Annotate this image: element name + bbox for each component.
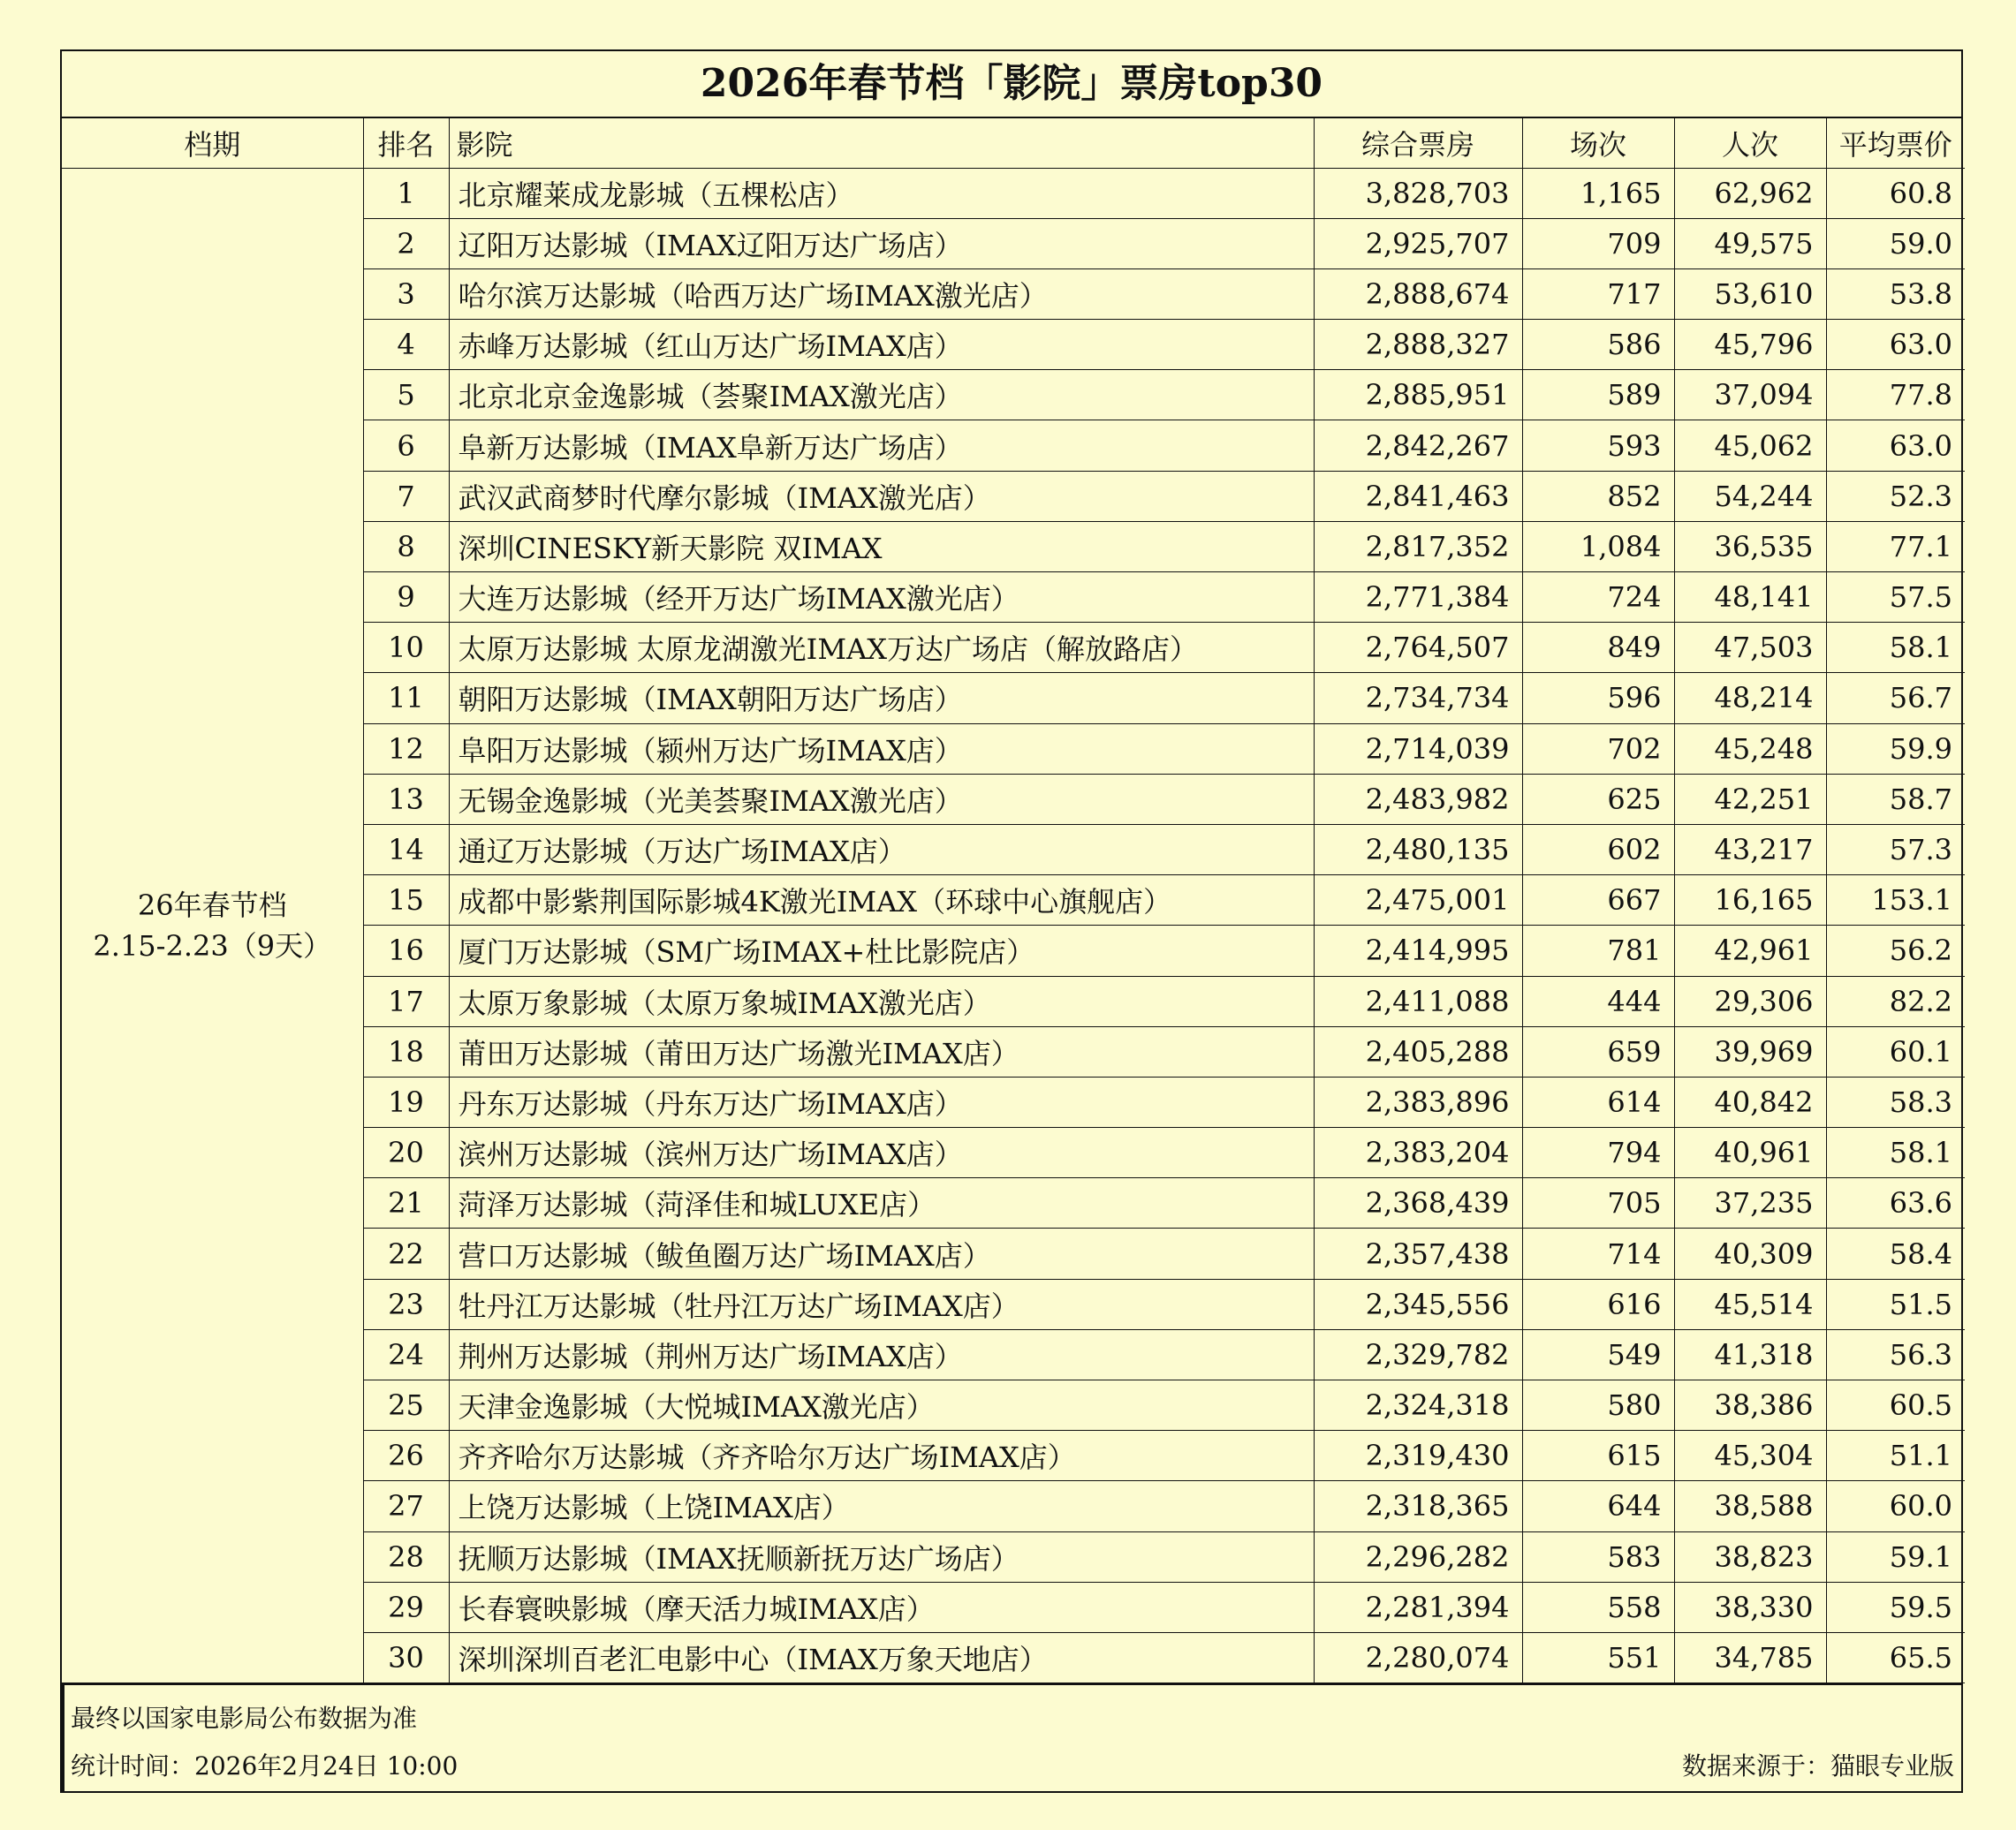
cinema-ranking-table xyxy=(62,118,1965,1683)
attendance-cell: 45,514 xyxy=(1674,1279,1826,1329)
box-office-cell: 2,888,327 xyxy=(1314,320,1522,370)
rank-cell: 10 xyxy=(363,623,449,673)
avg-price-cell: 58.7 xyxy=(1826,774,1965,824)
rank-cell: 2 xyxy=(363,218,449,268)
attendance-cell: 41,318 xyxy=(1674,1329,1826,1380)
box-office-cell: 2,734,734 xyxy=(1314,673,1522,723)
cinema-name-cell: 莆田万达影城（莆田万达广场激光IMAX店） xyxy=(449,1026,1314,1077)
cinema-name-cell: 深圳CINESKY新天影院 双IMAX xyxy=(449,521,1314,571)
rank-cell: 4 xyxy=(363,320,449,370)
box-office-cell: 2,383,204 xyxy=(1314,1128,1522,1178)
cinema-name-cell: 辽阳万达影城（IMAX辽阳万达广场店） xyxy=(449,218,1314,268)
sessions-cell: 717 xyxy=(1522,268,1674,319)
attendance-cell: 48,214 xyxy=(1674,673,1826,723)
box-office-cell: 2,345,556 xyxy=(1314,1279,1522,1329)
attendance-cell: 45,304 xyxy=(1674,1431,1826,1481)
avg-price-cell: 57.5 xyxy=(1826,572,1965,623)
box-office-cell: 2,764,507 xyxy=(1314,623,1522,673)
period-dates: 2.15-2.23（9天） xyxy=(93,928,332,963)
box-office-cell: 2,925,707 xyxy=(1314,218,1522,268)
attendance-cell: 39,969 xyxy=(1674,1026,1826,1077)
box-office-cell: 2,368,439 xyxy=(1314,1178,1522,1229)
rank-cell: 5 xyxy=(363,370,449,420)
sessions-cell: 709 xyxy=(1522,218,1674,268)
sessions-cell: 852 xyxy=(1522,471,1674,521)
table-title: 2026年春节档「影院」票房top30 xyxy=(62,51,1961,118)
attendance-cell: 38,386 xyxy=(1674,1380,1826,1431)
rank-cell: 25 xyxy=(363,1380,449,1431)
cinema-name-cell: 太原万达影城 太原龙湖激光IMAX万达广场店（解放路店） xyxy=(449,623,1314,673)
attendance-cell: 16,165 xyxy=(1674,875,1826,926)
box-office-cell: 2,324,318 xyxy=(1314,1380,1522,1431)
box-office-cell: 2,357,438 xyxy=(1314,1229,1522,1279)
rank-cell: 28 xyxy=(363,1531,449,1582)
header-attendance: 人次 xyxy=(1674,118,1826,168)
rank-cell: 13 xyxy=(363,774,449,824)
cinema-name-cell: 朝阳万达影城（IMAX朝阳万达广场店） xyxy=(449,673,1314,723)
footer-left-rule xyxy=(62,1683,64,1791)
sessions-cell: 714 xyxy=(1522,1229,1674,1279)
sessions-cell: 444 xyxy=(1522,976,1674,1026)
sessions-cell: 667 xyxy=(1522,875,1674,926)
box-office-cell: 2,885,951 xyxy=(1314,370,1522,420)
cinema-name-cell: 北京耀莱成龙影城（五棵松店） xyxy=(449,168,1314,218)
box-office-cell: 2,319,430 xyxy=(1314,1431,1522,1481)
rank-cell: 7 xyxy=(363,471,449,521)
avg-price-cell: 56.7 xyxy=(1826,673,1965,723)
attendance-cell: 37,094 xyxy=(1674,370,1826,420)
rank-cell: 14 xyxy=(363,824,449,874)
cinema-name-cell: 长春寰映影城（摩天活力城IMAX店） xyxy=(449,1582,1314,1632)
rank-cell: 3 xyxy=(363,268,449,319)
header-row xyxy=(62,118,1965,168)
rank-cell: 8 xyxy=(363,521,449,571)
cinema-name-cell: 大连万达影城（经开万达广场IMAX激光店） xyxy=(449,572,1314,623)
footer-stat-time: 统计时间：2026年2月24日 10:00 xyxy=(71,1751,459,1781)
rank-cell: 1 xyxy=(363,168,449,218)
box-office-cell: 2,771,384 xyxy=(1314,572,1522,623)
cinema-name-cell: 阜阳万达影城（颍州万达广场IMAX店） xyxy=(449,723,1314,774)
table-row xyxy=(62,168,1965,218)
header-box-office: 综合票房 xyxy=(1314,118,1522,168)
box-office-cell: 2,414,995 xyxy=(1314,926,1522,976)
cinema-name-cell: 营口万达影城（鲅鱼圈万达广场IMAX店） xyxy=(449,1229,1314,1279)
box-office-cell: 2,296,282 xyxy=(1314,1531,1522,1582)
sessions-cell: 583 xyxy=(1522,1531,1674,1582)
footer-note: 最终以国家电影局公布数据为准 xyxy=(71,1704,418,1734)
sessions-cell: 625 xyxy=(1522,774,1674,824)
cinema-name-cell: 武汉武商梦时代摩尔影城（IMAX激光店） xyxy=(449,471,1314,521)
avg-price-cell: 57.3 xyxy=(1826,824,1965,874)
avg-price-cell: 58.4 xyxy=(1826,1229,1965,1279)
rank-cell: 22 xyxy=(363,1229,449,1279)
cinema-name-cell: 北京北京金逸影城（荟聚IMAX激光店） xyxy=(449,370,1314,420)
header-rank: 排名 xyxy=(363,118,449,168)
box-office-cell: 2,281,394 xyxy=(1314,1582,1522,1632)
sessions-cell: 705 xyxy=(1522,1178,1674,1229)
avg-price-cell: 60.5 xyxy=(1826,1380,1965,1431)
cinema-name-cell: 深圳深圳百老汇电影中心（IMAX万象天地店） xyxy=(449,1632,1314,1683)
sessions-cell: 849 xyxy=(1522,623,1674,673)
rank-cell: 6 xyxy=(363,420,449,471)
box-office-cell: 2,817,352 xyxy=(1314,521,1522,571)
attendance-cell: 40,842 xyxy=(1674,1077,1826,1127)
period-cell xyxy=(62,168,363,1683)
sessions-cell: 614 xyxy=(1522,1077,1674,1127)
avg-price-cell: 59.5 xyxy=(1826,1582,1965,1632)
table-body xyxy=(62,168,1965,1683)
box-office-cell: 2,842,267 xyxy=(1314,420,1522,471)
avg-price-cell: 63.0 xyxy=(1826,420,1965,471)
cinema-name-cell: 成都中影紫荆国际影城4K激光IMAX（环球中心旗舰店） xyxy=(449,875,1314,926)
sessions-cell: 586 xyxy=(1522,320,1674,370)
cinema-name-cell: 通辽万达影城（万达广场IMAX店） xyxy=(449,824,1314,874)
cinema-name-cell: 阜新万达影城（IMAX阜新万达广场店） xyxy=(449,420,1314,471)
rank-cell: 23 xyxy=(363,1279,449,1329)
attendance-cell: 49,575 xyxy=(1674,218,1826,268)
sessions-cell: 549 xyxy=(1522,1329,1674,1380)
box-office-cell: 2,475,001 xyxy=(1314,875,1522,926)
attendance-cell: 48,141 xyxy=(1674,572,1826,623)
avg-price-cell: 51.1 xyxy=(1826,1431,1965,1481)
rank-cell: 16 xyxy=(363,926,449,976)
sessions-cell: 724 xyxy=(1522,572,1674,623)
avg-price-cell: 53.8 xyxy=(1826,268,1965,319)
avg-price-cell: 63.6 xyxy=(1826,1178,1965,1229)
attendance-cell: 40,309 xyxy=(1674,1229,1826,1279)
rank-cell: 29 xyxy=(363,1582,449,1632)
table-footer xyxy=(62,1683,1961,1791)
cinema-name-cell: 菏泽万达影城（菏泽佳和城LUXE店） xyxy=(449,1178,1314,1229)
box-office-cell: 2,405,288 xyxy=(1314,1026,1522,1077)
attendance-cell: 42,251 xyxy=(1674,774,1826,824)
attendance-cell: 40,961 xyxy=(1674,1128,1826,1178)
sessions-cell: 781 xyxy=(1522,926,1674,976)
box-office-table-sheet xyxy=(60,49,1963,1793)
attendance-cell: 36,535 xyxy=(1674,521,1826,571)
sessions-cell: 616 xyxy=(1522,1279,1674,1329)
sessions-cell: 602 xyxy=(1522,824,1674,874)
cinema-name-cell: 牡丹江万达影城（牡丹江万达广场IMAX店） xyxy=(449,1279,1314,1329)
box-office-cell: 2,480,135 xyxy=(1314,824,1522,874)
cinema-name-cell: 滨州万达影城（滨州万达广场IMAX店） xyxy=(449,1128,1314,1178)
attendance-cell: 54,244 xyxy=(1674,471,1826,521)
avg-price-cell: 58.1 xyxy=(1826,623,1965,673)
avg-price-cell: 60.0 xyxy=(1826,1481,1965,1531)
cinema-name-cell: 赤峰万达影城（红山万达广场IMAX店） xyxy=(449,320,1314,370)
attendance-cell: 38,823 xyxy=(1674,1531,1826,1582)
rank-cell: 17 xyxy=(363,976,449,1026)
box-office-cell: 2,888,674 xyxy=(1314,268,1522,319)
rank-cell: 11 xyxy=(363,673,449,723)
rank-cell: 24 xyxy=(363,1329,449,1380)
attendance-cell: 34,785 xyxy=(1674,1632,1826,1683)
sessions-cell: 1,084 xyxy=(1522,521,1674,571)
cinema-name-cell: 厦门万达影城（SM广场IMAX+杜比影院店） xyxy=(449,926,1314,976)
box-office-cell: 3,828,703 xyxy=(1314,168,1522,218)
cinema-name-cell: 哈尔滨万达影城（哈西万达广场IMAX激光店） xyxy=(449,268,1314,319)
attendance-cell: 38,588 xyxy=(1674,1481,1826,1531)
sessions-cell: 644 xyxy=(1522,1481,1674,1531)
sessions-cell: 615 xyxy=(1522,1431,1674,1481)
rank-cell: 15 xyxy=(363,875,449,926)
box-office-cell: 2,329,782 xyxy=(1314,1329,1522,1380)
header-period: 档期 xyxy=(62,118,363,168)
avg-price-cell: 56.2 xyxy=(1826,926,1965,976)
cinema-name-cell: 无锡金逸影城（光美荟聚IMAX激光店） xyxy=(449,774,1314,824)
sessions-cell: 596 xyxy=(1522,673,1674,723)
sessions-cell: 794 xyxy=(1522,1128,1674,1178)
attendance-cell: 42,961 xyxy=(1674,926,1826,976)
rank-cell: 20 xyxy=(363,1128,449,1178)
cinema-name-cell: 抚顺万达影城（IMAX抚顺新抚万达广场店） xyxy=(449,1531,1314,1582)
avg-price-cell: 58.1 xyxy=(1826,1128,1965,1178)
box-office-cell: 2,280,074 xyxy=(1314,1632,1522,1683)
sessions-cell: 551 xyxy=(1522,1632,1674,1683)
attendance-cell: 53,610 xyxy=(1674,268,1826,319)
sessions-cell: 1,165 xyxy=(1522,168,1674,218)
box-office-cell: 2,714,039 xyxy=(1314,723,1522,774)
avg-price-cell: 82.2 xyxy=(1826,976,1965,1026)
rank-cell: 12 xyxy=(363,723,449,774)
avg-price-cell: 59.1 xyxy=(1826,1531,1965,1582)
cinema-name-cell: 上饶万达影城（上饶IMAX店） xyxy=(449,1481,1314,1531)
avg-price-cell: 59.9 xyxy=(1826,723,1965,774)
sessions-cell: 659 xyxy=(1522,1026,1674,1077)
header-cinema: 影院 xyxy=(449,118,1314,168)
cinema-name-cell: 天津金逸影城（大悦城IMAX激光店） xyxy=(449,1380,1314,1431)
avg-price-cell: 59.0 xyxy=(1826,218,1965,268)
period-label: 26年春节档 xyxy=(137,888,287,922)
box-office-cell: 2,411,088 xyxy=(1314,976,1522,1026)
attendance-cell: 38,330 xyxy=(1674,1582,1826,1632)
avg-price-cell: 65.5 xyxy=(1826,1632,1965,1683)
cinema-name-cell: 荆州万达影城（荆州万达广场IMAX店） xyxy=(449,1329,1314,1380)
avg-price-cell: 52.3 xyxy=(1826,471,1965,521)
rank-cell: 9 xyxy=(363,572,449,623)
avg-price-cell: 56.3 xyxy=(1826,1329,1965,1380)
box-office-cell: 2,483,982 xyxy=(1314,774,1522,824)
cinema-name-cell: 齐齐哈尔万达影城（齐齐哈尔万达广场IMAX店） xyxy=(449,1431,1314,1481)
avg-price-cell: 58.3 xyxy=(1826,1077,1965,1127)
attendance-cell: 37,235 xyxy=(1674,1178,1826,1229)
box-office-cell: 2,318,365 xyxy=(1314,1481,1522,1531)
attendance-cell: 62,962 xyxy=(1674,168,1826,218)
avg-price-cell: 60.8 xyxy=(1826,168,1965,218)
avg-price-cell: 51.5 xyxy=(1826,1279,1965,1329)
avg-price-cell: 153.1 xyxy=(1826,875,1965,926)
box-office-cell: 2,841,463 xyxy=(1314,471,1522,521)
rank-cell: 27 xyxy=(363,1481,449,1531)
avg-price-cell: 77.1 xyxy=(1826,521,1965,571)
sessions-cell: 593 xyxy=(1522,420,1674,471)
rank-cell: 30 xyxy=(363,1632,449,1683)
rank-cell: 26 xyxy=(363,1431,449,1481)
avg-price-cell: 63.0 xyxy=(1826,320,1965,370)
footer-data-source: 数据来源于：猫眼专业版 xyxy=(1681,1751,1954,1781)
cinema-name-cell: 太原万象影城（太原万象城IMAX激光店） xyxy=(449,976,1314,1026)
sessions-cell: 558 xyxy=(1522,1582,1674,1632)
attendance-cell: 47,503 xyxy=(1674,623,1826,673)
rank-cell: 18 xyxy=(363,1026,449,1077)
rank-cell: 19 xyxy=(363,1077,449,1127)
box-office-cell: 2,383,896 xyxy=(1314,1077,1522,1127)
attendance-cell: 45,796 xyxy=(1674,320,1826,370)
header-avg-price: 平均票价 xyxy=(1826,118,1965,168)
cinema-name-cell: 丹东万达影城（丹东万达广场IMAX店） xyxy=(449,1077,1314,1127)
attendance-cell: 43,217 xyxy=(1674,824,1826,874)
avg-price-cell: 77.8 xyxy=(1826,370,1965,420)
avg-price-cell: 60.1 xyxy=(1826,1026,1965,1077)
attendance-cell: 29,306 xyxy=(1674,976,1826,1026)
rank-cell: 21 xyxy=(363,1178,449,1229)
sessions-cell: 589 xyxy=(1522,370,1674,420)
sessions-cell: 702 xyxy=(1522,723,1674,774)
attendance-cell: 45,248 xyxy=(1674,723,1826,774)
header-sessions: 场次 xyxy=(1522,118,1674,168)
attendance-cell: 45,062 xyxy=(1674,420,1826,471)
sessions-cell: 580 xyxy=(1522,1380,1674,1431)
